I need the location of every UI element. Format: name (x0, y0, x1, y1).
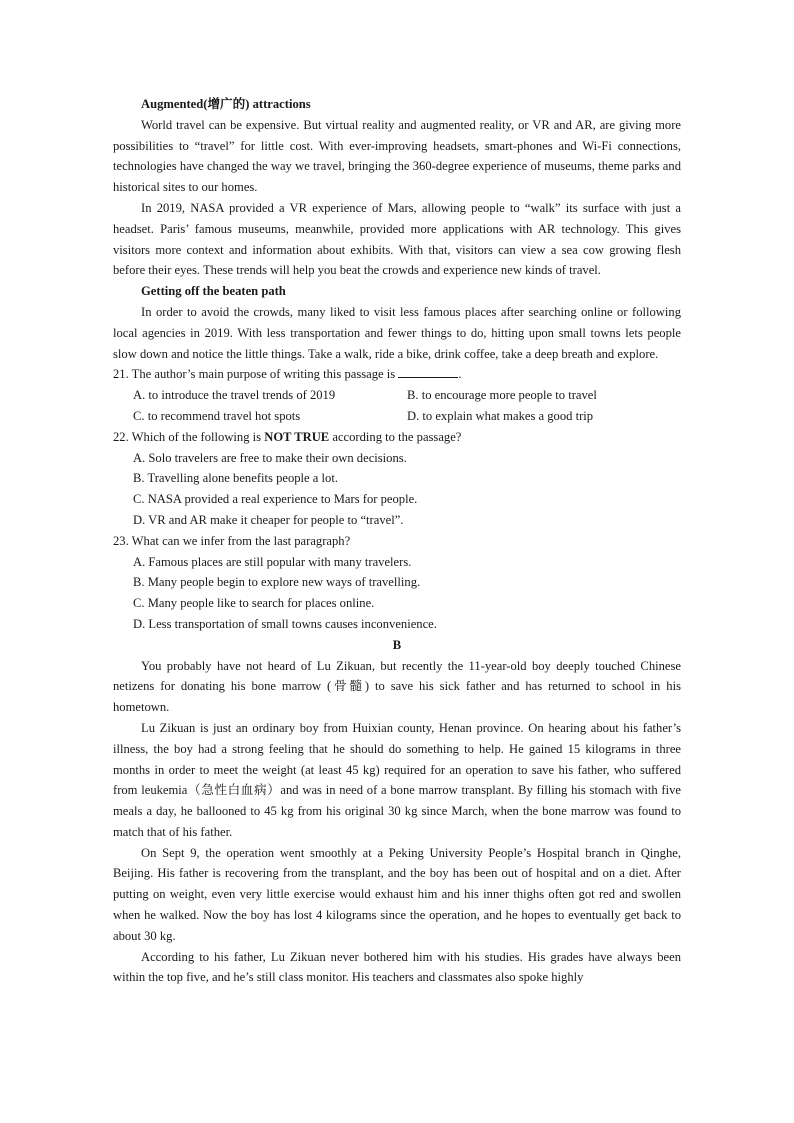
question-23 (113, 531, 681, 635)
option-a: A. Solo travelers are free to make their own decisions. (133, 450, 407, 465)
option-b: B. to encourage more people to travel (407, 388, 597, 403)
question-stem: 21. The author’s main purpose of writing this passage is (113, 367, 396, 382)
question-stem: 22. Which of the following is (113, 429, 265, 444)
paragraph: You probably have not heard of Lu Zikuan, but recently the 11-year-old boy deeply touched Chinese netizens for donating his bone marrow (骨髓) to save his sick father and has returned to school in his hometown. (113, 658, 681, 715)
document-page (113, 94, 681, 988)
section-heading-beaten-path: Getting off the beaten path (141, 284, 286, 299)
paragraph: In order to avoid the crowds, many liked to visit less famous places after searching online or following local agencies in 2019. With less transportation and fewer things to do, hitting upon small towns lets people slow down and notice the little things. Take a walk, ride a bike, drink coffee, take a deep breath and explore. (113, 304, 681, 361)
question-emphasis: NOT TRUE (264, 429, 330, 444)
question-stem-end: according to the passage? (329, 429, 462, 444)
answer-blank (398, 365, 458, 378)
option-a: A. Famous places are still popular with many travelers. (133, 554, 412, 569)
option-c: C. NASA provided a real experience to Mars for people. (133, 492, 418, 507)
section-label-b: B (392, 637, 402, 652)
question-stem-end: . (458, 367, 462, 382)
option-b: B. Many people begin to explore new ways of travelling. (133, 575, 421, 590)
paragraph: According to his father, Lu Zikuan never bothered him with his studies. His grades have always been within the top five, and he’s still class monitor. His teachers and classmates also spoke highly (113, 949, 681, 985)
option-b: B. Travelling alone benefits people a lot. (133, 471, 338, 486)
paragraph: In 2019, NASA provided a VR experience of Mars, allowing people to “walk” its surface with just a headset. Paris’ famous museums, meanwhile, provided more applications with AR technology. This gives visitors more context and information about exhibits. With that, visitors can view a sea cow growing flesh before their eyes. These trends will help you beat the crowds and experience new kinds of travel. (113, 200, 681, 278)
question-21 (113, 364, 681, 426)
option-c: C. Many people like to search for places online. (133, 596, 375, 611)
paragraph: World travel can be expensive. But virtual reality and augmented reality, or VR and AR, are giving more possibilities to “travel” for little cost. With ever-improving headsets, smart-phones and Wi-Fi connections, technologies have changed the way we travel, bringing the 360-degree experience of museums, theme parks and historical sites to our homes. (113, 117, 681, 195)
option-d: D. to explain what makes a good trip (407, 408, 594, 423)
section-heading-augmented: Augmented(增广的) attractions (141, 97, 311, 111)
question-22 (113, 427, 681, 531)
option-d: D. VR and AR make it cheaper for people to “travel”. (133, 512, 404, 527)
question-stem: 23. What can we infer from the last paragraph? (113, 533, 351, 548)
paragraph: On Sept 9, the operation went smoothly at a Peking University People’s Hospital branch in Qinghe, Beijing. His father is recovering from the transplant, and the boy has been out of hospital and on a diet. After putting on weight, even very little exercise would exhaust him and his inner thighs often got red and swollen when he walked. Now the boy has lost 4 kilograms since the operation, and he hopes to eventually get back to about 30 kg. (113, 845, 681, 943)
option-d: D. Less transportation of small towns causes inconvenience. (133, 616, 437, 631)
paragraph: Lu Zikuan is just an ordinary boy from Huixian county, Henan province. On hearing about his father’s illness, the boy had a strong feeling that he should do something to help. He gained 15 kilograms in three months in order to meet the weight (at least 45 kg) required for an operation to save his father, who suffered from leukemia（急性白血病）and was in need of a bone marrow transplant. By filling his stomach with five meals a day, he ballooned to 45 kg from his original 30 kg since March, when the bone marrow was found to match that of his father. (113, 720, 681, 839)
option-c: C. to recommend travel hot spots (133, 408, 301, 423)
option-a: A. to introduce the travel trends of 2019 (133, 388, 336, 403)
